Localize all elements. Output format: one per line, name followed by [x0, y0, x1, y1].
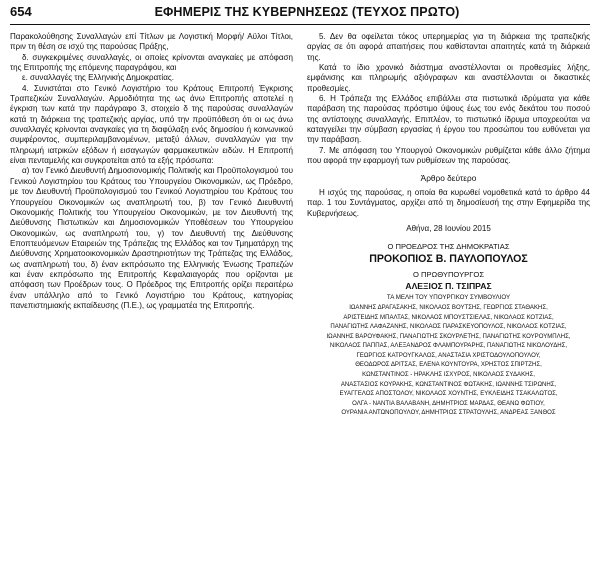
left-column: [10, 32, 293, 419]
pm-caption: Ο ΠΡΩΘΥΠΟΥΡΓΟΣ: [412, 269, 485, 279]
paragraph: 7. Με απόφαση του Υπουργού Οικονομικών ρυθμίζεται κάθε άλλο ζήτημα που αφορά την εφαρμογή των ρυθμίσεων της παρούσας.: [307, 145, 590, 166]
paragraph: ε. συναλλαγές της Ελληνικής Δημοκρατίας.: [22, 73, 174, 83]
pm-name: ΑΛΕΞΙΟΣ Π. ΤΣΙΠΡΑΣ: [405, 281, 492, 292]
right-column: [307, 32, 590, 419]
paragraph: δ. συγκεκριμένες συναλλαγές, οι οποίες κρίνονται αναγκαίες με απόφαση της Επιτροπής της επόμενης παραγράφου, και: [10, 52, 293, 73]
cabinet-line: ΑΝΑΣΤΑΣΙΟΣ ΚΟΥΡΑΚΗΣ, ΚΩΝΣΤΑΝΤΙΝΟΣ ΦΩΤΑΚΗΣ, ΙΩΑΝΝΗΣ ΤΣΙΡΩΝΗΣ,: [340, 381, 557, 388]
paragraph: 5. Δεν θα οφείλεται τόκος υπερημερίας για τη διάρκεια της τραπεζικής αργίας σε ότι αφορά απαιτήσεις που καθίστανται απαιτητές κατά τη διάρκειά της.: [307, 32, 590, 62]
cabinet-line: ΚΩΝΣΤΑΝΤΙΝΟΣ - ΗΡΑΚΛΗΣ ΙΣΧΥΡΟΣ, ΝΙΚΟΛΑΟΣ ΣΥΔΑΚΗΣ,: [362, 372, 535, 379]
cabinet-line: ΝΙΚΟΛΑΟΣ ΠΑΠΠΑΣ, ΑΛΕΞΑΝΔΡΟΣ ΦΛΑΜΠΟΥΡΑΡΗΣ, ΠΑΝΑΓΙΩΤΗΣ ΝΙΚΟΛΟΥΔΗΣ,: [329, 343, 568, 350]
signing-date: Αθήνα, 28 Ιουνίου 2015: [406, 223, 491, 233]
paragraph: 6. Η Τράπεζα της Ελλάδος επιβάλλει στα πιστωτικά ιδρύματα για κάθε παράβαση της παρούσας πρόστιμο ύψους έως του ενός δεκάτου του ποσού της αντίστοιχης συναλλαγής. Επιπλέον, το πιστωτικό ίδρυμα υποχρεούται να καταγγείλει την σύμβαση εργασίας ή έργου του προσώπου του ευθύνεται για την παράβαση.: [307, 94, 590, 145]
cabinet-line: ΙΩΑΝΝΗΣ ΔΡΑΓΑΣΑΚΗΣ, ΝΙΚΟΛΑΟΣ ΒΟΥΤΣΗΣ, ΓΕΩΡΓΙΟΣ ΣΤΑΘΑΚΗΣ,: [349, 304, 548, 311]
cabinet-line: ΑΡΙΣΤΕΙΔΗΣ ΜΠΑΛΤΑΣ, ΝΙΚΟΛΑΟΣ ΜΠΟΥΣΤΣΙΕΛΑΣ, ΝΙΚΟΛΑΟΣ ΚΟΤΖΙΑΣ,: [343, 314, 554, 321]
cabinet-line: ΟΛΓΑ - ΝΑΝΤΙΑ ΒΑΛΑΒΑΝΗ, ΔΗΜΗΤΡΙΟΣ ΜΑΡΔΑΣ, ΘΕΑΝΩ ΦΩΤΙΟΥ,: [352, 400, 545, 407]
paragraph: 4. Συνιστάται στο Γενικό Λογιστήριο του Κράτους Επιτροπή Έγκρισης Τραπεζικών Συναλλαγών. Αρμοδιότητα της ως άνω Επιτροπής αποτελεί η έγκριση των κατά την παράγραφο 3, στοιχείο δ της παρούσας συναλλαγών κατά τη διάρκεια της τραπεζικής αργίας, υπό την προϋπόθεση ότι οι ως άνω συναλλαγές κρίνονται αναγκαίες για τη διαφύλαξη ενός δημοσίου ή κοινωνικού συμφέροντος, συμπεριλαμβανομένων, μεταξύ άλλων, συναλλαγών για την πληρωμή ιατρικών εξόδων ή εισαγωγών φαρμακευτικών ειδών. Η Επιτροπή είναι πενταμελής και συγκροτείται από τα εξής πρόσωπα:: [10, 83, 293, 166]
cabinet-list: [307, 304, 590, 419]
paragraph: Κατά το ίδιο χρονικό διάστημα αναστέλλονται οι προθεσμίες λήξης, εμφάνισης και πληρωμής αξιόγραφων και αναστέλλονται οι δικαστικές προθεσμίες.: [307, 63, 590, 93]
paragraph: α) τον Γενικό Διευθυντή Δημοσιονομικής Πολιτικής και Προϋπολογισμού του Γενικού Λογιστηρίου του Κράτους του Υπουργείου Οικονομικών, ως Πρόεδρο, με τον Διευθυντή Προϋπολογισμού του Γενικού Λογιστηρίου του Κράτους του Υπουργείου Οικονομικών ως αναπληρωτή του, β) τον Γενικό Διευθυντή Οικονομικής Πολιτικής του Υπουργείου Οικονομικών, με τον Διευθυντή της Διεύθυνσης Πιστωτικών και Δημοσιονομικών Υποθέσεων του Υπουργείου Οικονομικών, ως αναπληρωτή του, γ) τον Διευθυντή της Διεύθυνσης Εποπτευόμενων Εταιρειών της Τράπεζας της Ελλάδος και τον Τμηματάρχη της Διεύθυνσης Χρηματοοικονομικών Δραστηριοτήτων της Τράπεζας της Ελλάδος, ως αναπληρωτή του, δ) έναν εκπρόσωπο της Ελληνικής Ένωσης Τραπεζών και έναν εκπρόσωπο της Επιτροπής Κεφαλαιαγοράς που ορίζονται με απόφαση των Προέδρων τους. Ο Πρόεδρος της Επιτροπής ορίζει περαιτέρω έναν υπάλληλο από το Γενικό Λογιστήριο του Κράτους, κατηγορίας πανεπιστημιακής εκπαίδευσης (Π.Ε.), ως γραμματέα της Επιτροπής.: [10, 166, 293, 310]
page-number: 654: [10, 4, 32, 19]
cabinet-line: ΘΕΟΔΩΡΟΣ ΔΡΙΤΣΑΣ, ΕΛΕΝΑ ΚΟΥΝΤΟΥΡΑ, ΧΡΗΣΤΟΣ ΣΠΙΡΤΖΗΣ,: [355, 362, 542, 369]
cabinet-line: ΟΥΡΑΝΙΑ ΑΝΤΩΝΟΠΟΥΛΟΥ, ΔΗΜΗΤΡΙΟΣ ΣΤΡΑΤΟΥΛΗΣ, ΑΝΔΡΕΑΣ ΞΑΝΘΟΣ: [341, 410, 556, 417]
president-caption: Ο ΠΡΟΕΔΡΟΣ ΤΗΣ ΔΗΜΟΚΡΑΤΙΑΣ: [387, 242, 510, 252]
article-heading: Άρθρο δεύτερο: [420, 173, 477, 184]
gazette-title: ΕΦΗΜΕΡΙΣ ΤΗΣ ΚΥΒΕΡΝΗΣΕΩΣ (ΤΕΥΧΟΣ ΠΡΩΤΟ): [154, 5, 460, 19]
cabinet-caption: ΤΑ ΜΕΛΗ ΤΟΥ ΥΠΟΥΡΓΙΚΟΥ ΣΥΜΒΟΥΛΙΟΥ: [386, 293, 511, 301]
cabinet-line: ΙΩΑΝΝΗΣ ΒΑΡΟΥΦΑΚΗΣ, ΠΑΝΑΓΙΩΤΗΣ ΣΚΟΥΡΛΕΤΗΣ, ΠΑΝΑΓΙΩΤΗΣ ΚΟΥΡΟΥΜΠΛΗΣ,: [326, 333, 571, 340]
cabinet-line: ΓΕΩΡΓΙΟΣ ΚΑΤΡΟΥΓΚΑΛΟΣ, ΑΝΑΣΤΑΣΙΑ ΧΡΙΣΤΟΔΟΥΛΟΠΟΥΛΟΥ,: [356, 352, 541, 359]
president-name: ΠΡΟΚΟΠΙΟΣ Β. ΠΑΥΛΟΠΟΥΛΟΣ: [369, 252, 528, 265]
article-text: Η ισχύς της παρούσας, η οποία θα κυρωθεί νομοθετικά κατά το άρθρο 44 παρ. 1 του Συντάγματος, αρχίζει από τη δημοσίευσή της στην Εφημερίδα της Κυβερνήσεως.: [307, 187, 590, 218]
text-columns: [10, 32, 590, 419]
paragraph: Παρακολούθησης Συναλλαγών επί Τίτλων με Λογιστική Μορφή/ Αϋλοι Τίτλοι, πριν τη θέση σε ισχύ της παρούσας Πράξης,: [10, 32, 293, 52]
cabinet-line: ΠΑΝΑΓΙΩΤΗΣ ΛΑΦΑΖΑΝΗΣ, ΝΙΚΟΛΑΟΣ ΠΑΡΑΣΚΕΥΟΠΟΥΛΟΣ, ΝΙΚΟΛΑΟΣ ΚΟΤΖΙΑΣ,: [330, 324, 567, 331]
cabinet-line: ΕΥΑΓΓΕΛΟΣ ΑΠΟΣΤΟΛΟΥ, ΝΙΚΟΛΑΟΣ ΧΟΥΝΤΗΣ, ΕΥΚΛΕΙΔΗΣ ΤΣΑΚΑΛΩΤΟΣ,: [339, 391, 558, 398]
page-header: [10, 4, 590, 25]
